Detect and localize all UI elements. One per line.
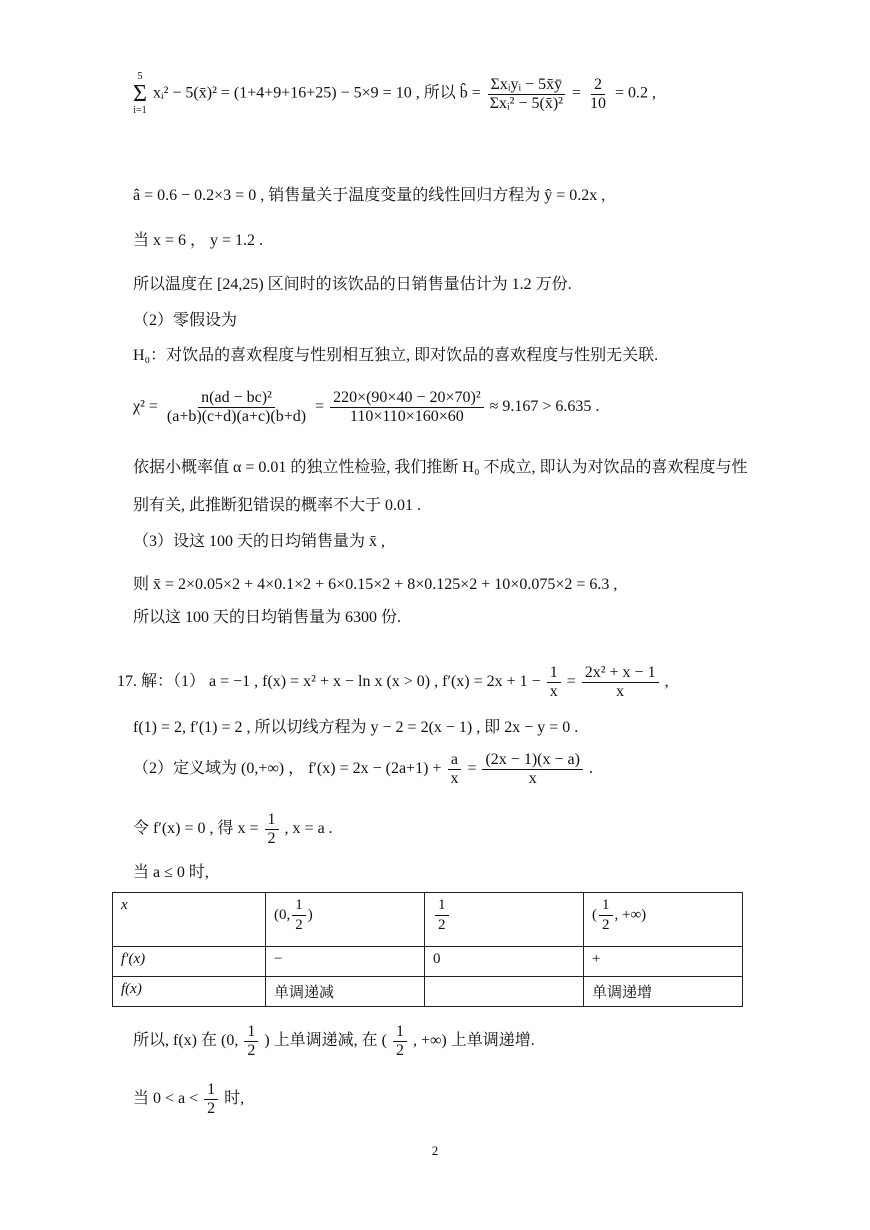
table-row	[113, 893, 743, 947]
fraction-two-tenths: $\frac{2}{10}$	[589, 75, 606, 112]
line-critical-points: 令 f′(x) = 0 , 得 x = $\frac{1}{2}$ , x = a .	[133, 811, 333, 847]
text-b-hat-value: = 0.2 ,	[614, 84, 656, 102]
page-number: 2	[431, 1143, 439, 1158]
line-error-prob: 别有关, 此推断犯错误的概率不大于 0.01 .	[133, 497, 422, 514]
sum-symbol: 5 Σ i=1	[133, 71, 147, 116]
table-cell: −	[266, 947, 425, 977]
line-case-a-between: 当 0 < a < $\frac{1}{2}$ 时,	[133, 1081, 245, 1117]
line-test-conclusion: 依据小概率值 α = 0.01 的独立性检验, 我们推断 H₀ 不成立, 即认为对饮品的喜欢程度与性	[133, 459, 748, 476]
line-conclusion-case1: 所以, f(x) 在 (0, $\frac{1}{2}$ ) 上单调递减, 在 ( $\frac{1}{2}$ , +∞) 上单调递增.	[133, 1023, 535, 1059]
monotonicity-table	[112, 892, 743, 1007]
table-cell: 单调递增	[584, 977, 743, 1007]
line-part2: （2）零假设为	[133, 312, 238, 329]
table-row	[113, 947, 743, 977]
table-cell: ( $\frac{1}{2}$ , +∞)	[584, 893, 743, 947]
table-cell: f(x)	[113, 977, 266, 1007]
line-q17-part1: 17. 解：（1） a = −1 , f(x) = x² + x − ln x (x > 0) , f′(x) = 2x + 1 − $\frac{1}{x}$ = $\frac{\text{2x² + x − 1}}{x}$ ,	[117, 664, 669, 700]
table-cell	[425, 977, 584, 1007]
table-row	[113, 977, 743, 1007]
table-cell: x	[113, 893, 266, 947]
table-cell: +	[584, 947, 743, 977]
fraction-chi-formula: $\frac{\text{n(ad − bc)²}}{(a+b)(c+d)(a+c)(b+d)}$	[166, 389, 307, 425]
line-chi-square: χ² = $\frac{\text{n(ad − bc)²}}{(a+b)(c+d)(a+c)(b+d)}$ = $\frac{\text{220×(90×40 − 20×70)²}}{110\times 110\times 160\times 60}$ ≈ 9.167 > 6.635 .	[133, 389, 600, 425]
line-mean-result: 所以这 100 天的日均销售量为 6300 份.	[133, 609, 402, 626]
table-cell: 0	[425, 947, 584, 977]
line-case-a-le-0: 当 a ≤ 0 时,	[133, 864, 209, 881]
line-tangent: f(1) = 2, f′(1) = 2 , 所以切线方程为 y − 2 = 2(x − 1) , 即 2x − y = 0 .	[133, 719, 579, 736]
fraction-factored: $\frac{(2x - 1)(x - a)}{x}$	[482, 752, 582, 787]
fraction-b-hat: $\frac{\text{Σxᵢyᵢ − 5x̄ȳ}}{\text{Σxᵢ² − 5(x̄)²}}$	[487, 77, 566, 112]
fraction-1-over-x: $\frac{1}{x}$	[547, 665, 561, 700]
line-variance-sum: 5 Σ i=1 xᵢ² − 5(x̄)² = (1+4+9+16+25) − 5×9 = 10 , 所以 b̂ = $\frac{\text{Σxᵢyᵢ − 5x̄ȳ}}{\text{Σxᵢ² − 5(x̄)²}}$ = $\frac{2}{10}$ = 0.2 ,	[133, 71, 656, 116]
table-cell: (0, $\frac{1}{2}$ )	[266, 893, 425, 947]
line-estimate: 所以温度在 [24,25) 区间时的该饮品的日销售量估计为 1.2 万份.	[133, 276, 572, 293]
fraction-a-over-x: $\frac{a}{x}$	[447, 752, 461, 787]
line-part2-domain: （2）定义域为 (0,+∞) ， f′(x) = 2x − (2a+1) + $\frac{a}{x}$ = $\frac{(2x - 1)(x - a)}{x}$ .	[133, 751, 593, 787]
fraction-chi-values: $\frac{\text{220×(90×40 − 20×70)²}}{110\times 110\times 160\times 60}$	[330, 390, 484, 425]
text-variance: xᵢ² − 5(x̄)² = (1+4+9+16+25) − 5×9 = 10 , 所以 b̂ =	[152, 84, 481, 102]
table-cell: 单调递减	[266, 977, 425, 1007]
fraction-half: $\frac{1}{2}$	[265, 812, 279, 847]
line-mean-calc: 则 x̄ = 2×0.05×2 + 4×0.1×2 + 6×0.15×2 + 8×0.125×2 + 10×0.075×2 = 6.3 ,	[133, 576, 618, 593]
line-h0: H₀：对饮品的喜欢程度与性别相互独立, 即对饮品的喜欢程度与性别无关联.	[133, 347, 659, 364]
line-part3: （3）设这 100 天的日均销售量为 x̄ ,	[133, 533, 386, 550]
table-cell: $\frac{1}{2}$	[425, 893, 584, 947]
line-x6: 当 x = 6 ， y = 1.2 .	[133, 232, 264, 249]
line-a-hat: â = 0.6 − 0.2×3 = 0 , 销售量关于温度变量的线性回归方程为 ŷ = 0.2x ,	[133, 187, 606, 204]
fraction-derivative: $\frac{\text{2x² + x − 1}}{x}$	[582, 665, 659, 700]
table-cell: f′(x)	[113, 947, 266, 977]
